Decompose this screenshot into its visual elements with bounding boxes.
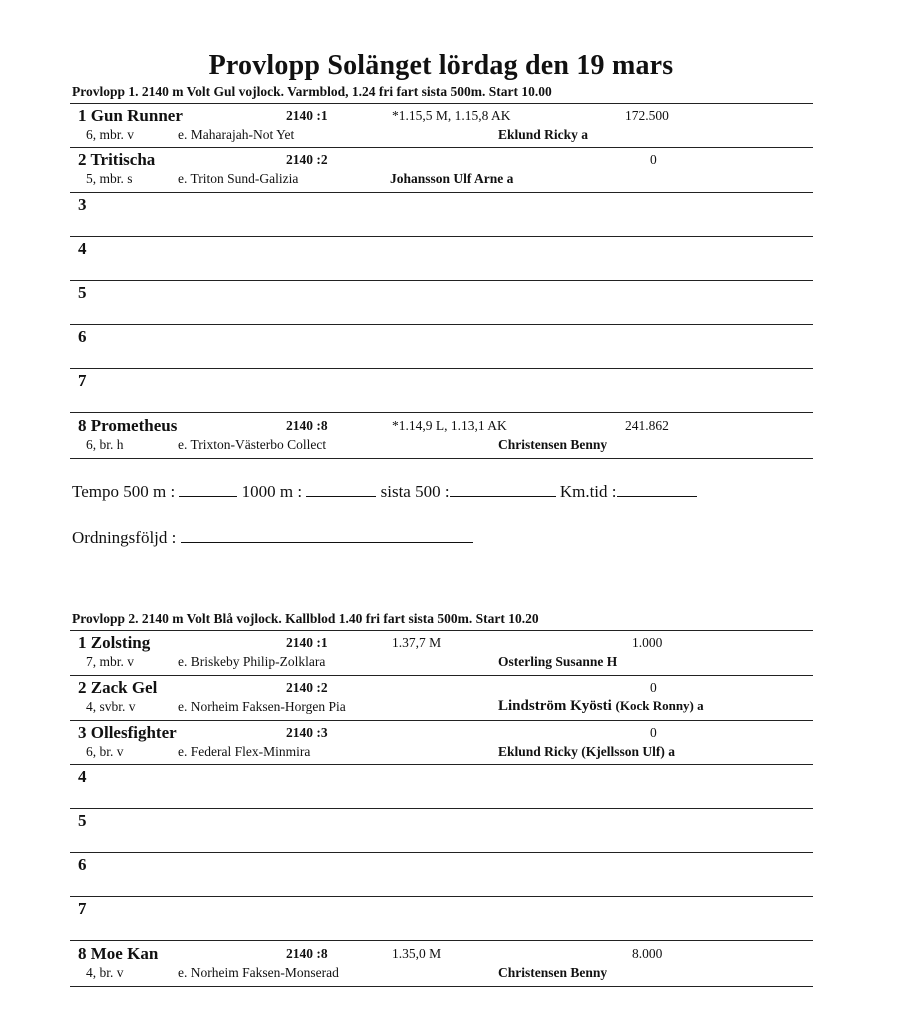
horse-number: 3 xyxy=(78,195,87,214)
pedigree: e. Briskeby Philip-Zolklara xyxy=(178,654,326,669)
km-tid-blank[interactable] xyxy=(617,482,697,497)
page-title: Provlopp Solänget lördag den 19 mars xyxy=(208,50,674,81)
horse-number: 5 xyxy=(78,283,87,302)
divider xyxy=(70,236,813,237)
distance-post: 2140 :1 xyxy=(286,635,328,650)
race-2-entry-1 xyxy=(70,633,813,677)
race-2-header: Provlopp 2. 2140 m Volt Blå vojlock. Kallblod 1.40 fri fart sista 500m. Start 10.20 xyxy=(72,611,539,626)
race-2-entry-2 xyxy=(70,678,813,722)
driver: Christensen Benny xyxy=(498,965,608,980)
race-1-header: Provlopp 1. 2140 m Volt Gul vojlock. Varmblod, 1.24 fri fart sista 500m. Start 10.00 xyxy=(72,84,552,99)
record: 1.37,7 M xyxy=(392,635,442,650)
race-2-entry-7 xyxy=(70,899,813,943)
horse-number: 7 xyxy=(78,899,87,918)
ordning-line xyxy=(72,528,473,548)
driver: Johansson Ulf Arne a xyxy=(390,171,514,186)
divider xyxy=(70,147,813,148)
divider xyxy=(70,808,813,809)
divider xyxy=(70,280,813,281)
driver: Eklund Ricky a xyxy=(498,127,589,142)
prize-money: 8.000 xyxy=(632,946,663,961)
pedigree: e. Federal Flex-Minmira xyxy=(178,744,311,759)
driver-name: Lindström Kyösti xyxy=(498,698,612,714)
km-tid-label: Km.tid : xyxy=(555,482,617,501)
distance-post: 2140 :2 xyxy=(286,680,328,695)
horse-info: 6, br. v xyxy=(86,744,124,759)
pedigree: e. Triton Sund-Galizia xyxy=(178,171,299,186)
driver xyxy=(498,698,704,715)
distance-post: 2140 :1 xyxy=(286,108,328,123)
race-1-entry-6 xyxy=(70,327,813,371)
race-2-entry-3 xyxy=(70,723,813,767)
horse-info: 6, mbr. v xyxy=(86,127,135,142)
record: *1.15,5 M, 1.15,8 AK xyxy=(392,108,511,123)
tempo-1000-blank[interactable] xyxy=(306,482,376,497)
horse-number: 7 xyxy=(78,371,87,390)
race-2-entry-8 xyxy=(70,944,813,988)
distance-post: 2140 :8 xyxy=(286,418,328,433)
distance-post: 2140 :2 xyxy=(286,152,328,167)
horse-number: 5 xyxy=(78,811,87,830)
record: *1.14,9 L, 1.13,1 AK xyxy=(392,418,507,433)
divider xyxy=(70,764,813,765)
ordning-label: Ordningsföljd : xyxy=(72,528,181,547)
divider xyxy=(70,103,813,104)
horse-info: 7, mbr. v xyxy=(86,654,135,669)
race-1-entry-7 xyxy=(70,371,813,415)
race-1-entry-1 xyxy=(70,106,813,150)
horse-name: 3 Ollesfighter xyxy=(78,723,177,742)
driver: Christensen Benny xyxy=(498,437,608,452)
divider xyxy=(70,630,813,631)
divider xyxy=(70,368,813,369)
horse-number: 6 xyxy=(78,855,87,874)
horse-number: 6 xyxy=(78,327,87,346)
divider xyxy=(70,675,813,676)
divider xyxy=(70,458,813,459)
prize-money: 0 xyxy=(650,680,657,695)
prize-money: 241.862 xyxy=(625,418,669,433)
distance-post: 2140 :8 xyxy=(286,946,328,961)
driver: Eklund Ricky (Kjellsson Ulf) a xyxy=(498,744,676,759)
prize-money: 0 xyxy=(650,725,657,740)
prize-money: 172.500 xyxy=(625,108,669,123)
tempo-line xyxy=(72,482,697,502)
divider xyxy=(70,852,813,853)
horse-info: 6, br. h xyxy=(86,437,124,452)
driver-substitute: (Kock Ronny) a xyxy=(615,698,704,713)
horse-info: 4, br. v xyxy=(86,965,124,980)
tempo-sista-blank[interactable] xyxy=(450,482,556,497)
pedigree: e. Norheim Faksen-Monserad xyxy=(178,965,339,980)
horse-number: 4 xyxy=(78,239,87,258)
tempo-sista-label: sista 500 : xyxy=(376,482,450,501)
prize-money: 0 xyxy=(650,152,657,167)
race-1-entry-5 xyxy=(70,283,813,327)
horse-name: 1 Zolsting xyxy=(78,633,151,652)
tempo-1000-label: 1000 m : xyxy=(237,482,307,501)
divider xyxy=(70,192,813,193)
horse-info: 5, mbr. s xyxy=(86,171,133,186)
record: 1.35,0 M xyxy=(392,946,442,961)
horse-name: 8 Moe Kan xyxy=(78,944,159,963)
divider xyxy=(70,896,813,897)
race-2-entry-6 xyxy=(70,855,813,899)
race-2-entry-4 xyxy=(70,767,813,811)
divider xyxy=(70,324,813,325)
horse-name: 8 Prometheus xyxy=(78,416,178,435)
tempo-500-label: Tempo 500 m : xyxy=(72,482,180,501)
race-1-entry-3 xyxy=(70,195,813,239)
race-1-entry-8 xyxy=(70,416,813,460)
divider xyxy=(70,986,813,987)
divider xyxy=(70,412,813,413)
tempo-500-blank[interactable] xyxy=(179,482,237,497)
pedigree: e. Maharajah-Not Yet xyxy=(178,127,295,142)
race-2-entry-5 xyxy=(70,811,813,855)
driver: Osterling Susanne H xyxy=(498,654,618,669)
distance-post: 2140 :3 xyxy=(286,725,328,740)
race-1-entry-2 xyxy=(70,150,813,194)
horse-name: 2 Zack Gel xyxy=(78,678,158,697)
pedigree: e. Trixton-Västerbo Collect xyxy=(178,437,327,452)
divider xyxy=(70,940,813,941)
race-1-entry-4 xyxy=(70,239,813,283)
prize-money: 1.000 xyxy=(632,635,663,650)
divider xyxy=(70,720,813,721)
horse-name: 1 Gun Runner xyxy=(78,106,183,125)
pedigree: e. Norheim Faksen-Horgen Pia xyxy=(178,699,346,714)
horse-info: 4, svbr. v xyxy=(86,699,136,714)
ordning-blank[interactable] xyxy=(181,528,473,543)
horse-name: 2 Tritischa xyxy=(78,150,156,169)
horse-number: 4 xyxy=(78,767,87,786)
